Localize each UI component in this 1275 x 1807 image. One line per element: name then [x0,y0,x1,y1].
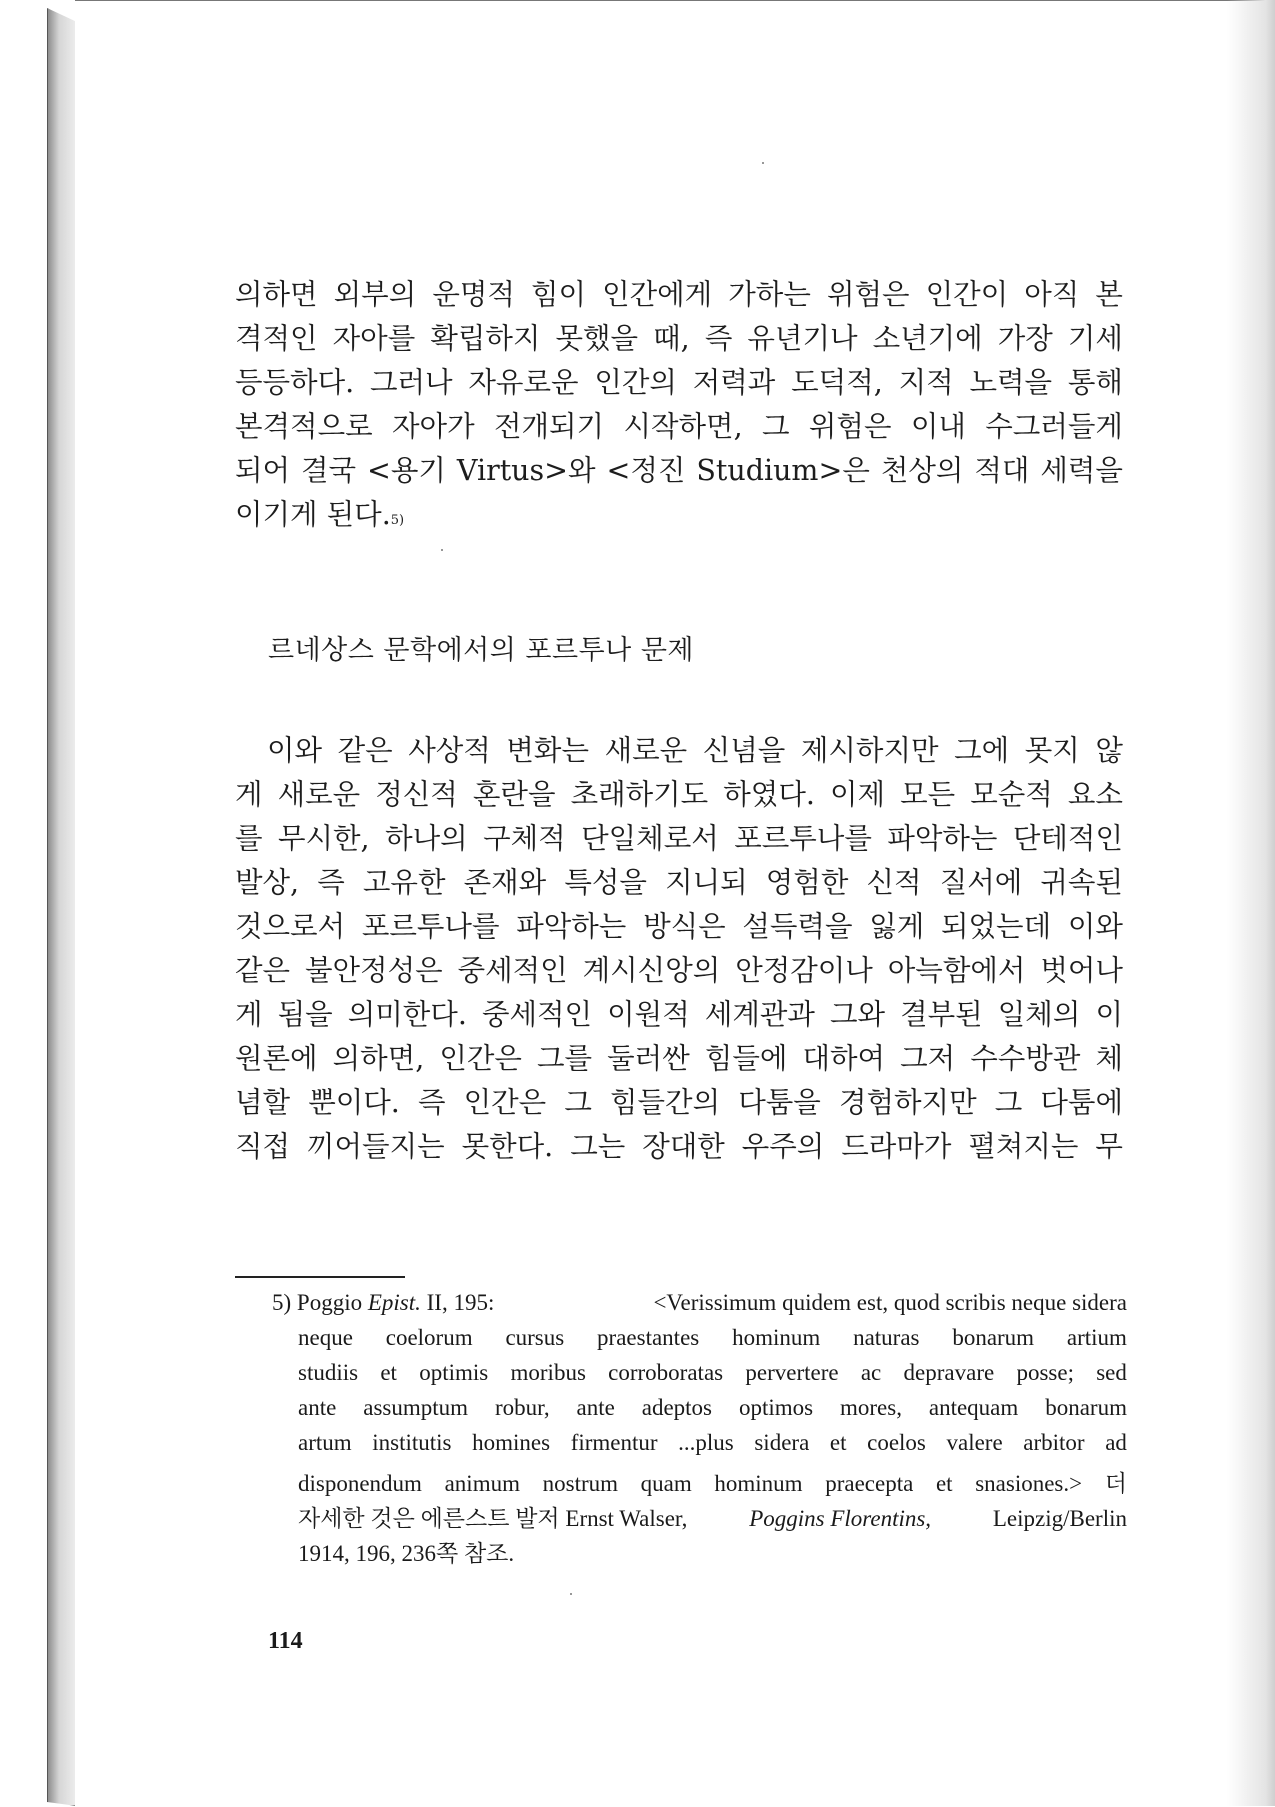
footnote-line-prefix: 자세한 것은 에른스트 발저 Ernst Walser, [298,1506,688,1531]
scan-speck [762,162,764,164]
body-paragraph-1 [235,272,1123,536]
body-line: 원론에 의하면, 인간은 그를 둘러싼 힘들에 대하여 그저 수수방관 체 [235,1042,1123,1075]
footnote-line: disponendum animum nostrum quam hominum praecepta et snasiones.> 더 [298,1471,1127,1496]
footnote-rule [235,1276,405,1278]
footnote-work: Epist. [367,1290,421,1315]
footnote-number: 5) [272,1290,292,1315]
body-line: 되어 결국 <용기 Virtus>와 <정진 Studium>은 천상의 적대 세력을 [235,454,1123,487]
footnote-line: studiis et optimis moribus corroboratas pervertere ac depravare posse; sed [298,1360,1127,1385]
body-line: 의하면 외부의 운명적 힘이 인간에게 가하는 위험은 인간이 아직 본 [235,278,1123,311]
body-line: 게 됨을 의미한다. 중세적인 이원적 세계관과 그와 결부된 일체의 이 [235,998,1123,1031]
footnote-line: neque coelorum cursus praestantes hominum naturas bonarum artium [298,1325,1127,1350]
body-line: 격적인 자아를 확립하지 못했을 때, 즉 유년기나 소년기에 가장 기세 [235,322,1123,355]
scan-speck [441,549,443,551]
footnote [272,1290,1127,1570]
body-line: 를 무시한, 하나의 구체적 단일체로서 포르투나를 파악하는 단테적인 [235,822,1123,855]
body-line: 직접 끼어들지는 못한다. 그는 장대한 우주의 드라마가 펼쳐지는 무 [235,1130,1123,1163]
footnote-line: 1914, 196, 236쪽 참조. [298,1541,515,1566]
body-line: 발상, 즉 고유한 존재와 특성을 지니되 영험한 신적 질서에 귀속된 [235,866,1123,899]
body-line: 본격적으로 자아가 전개되기 시작하면, 그 위험은 이내 수그러들게 [235,410,1123,443]
footnote-line [272,1290,1127,1325]
body-line: 같은 불안정성은 중세적인 계시신앙의 안정감이나 아늑함에서 벗어나 [235,954,1123,987]
page-gutter-shadow [1227,0,1275,1806]
body-paragraph-2 [235,728,1123,1168]
section-heading: 르네상스 문학에서의 포르투나 문제 [268,635,694,666]
book-page-edge [47,8,77,1806]
body-line: 것으로서 포르투나를 파악하는 방식은 설득력을 잃게 되었는데 이와 [235,910,1123,943]
body-line: 등등하다. 그러나 자유로운 인간의 저력과 도덕적, 지적 노력을 통해 [235,366,1123,399]
scan-speck [570,1593,572,1595]
footnote-reference: 5) [390,513,405,528]
body-line: 념할 뿐이다. 즉 인간은 그 힘들간의 다툼을 경험하지만 그 다툼에 [235,1086,1123,1119]
footnote-line: artum institutis homines firmentur ...plus sidera et coelos valere arbitor ad [298,1430,1127,1455]
footnote-line [272,1500,1127,1535]
page-number: 114 [268,1628,303,1654]
body-line: 이와 같은 사상적 변화는 새로운 신념을 제시하지만 그에 못지 않 [267,734,1123,767]
footnote-ref: II, 195: [426,1290,495,1315]
body-line [235,492,1123,536]
footnote-line-suffix: Leipzig/Berlin [992,1506,1127,1531]
footnote-cited-title: Poggins Florentins, [749,1506,932,1531]
footnote-line-start [272,1290,494,1316]
body-line-text: 이기게 된다. [235,498,391,531]
footnote-author: Poggio [296,1290,363,1315]
footnote-line: ante assumptum robur, ante adeptos optimos mores, antequam bonarum [298,1395,1127,1420]
footnote-line-rest: <Verissimum quidem est, quod scribis neque sidera [653,1290,1127,1315]
body-line: 게 새로운 정신적 혼란을 초래하기도 하였다. 이제 모든 모순적 요소 [235,778,1123,811]
